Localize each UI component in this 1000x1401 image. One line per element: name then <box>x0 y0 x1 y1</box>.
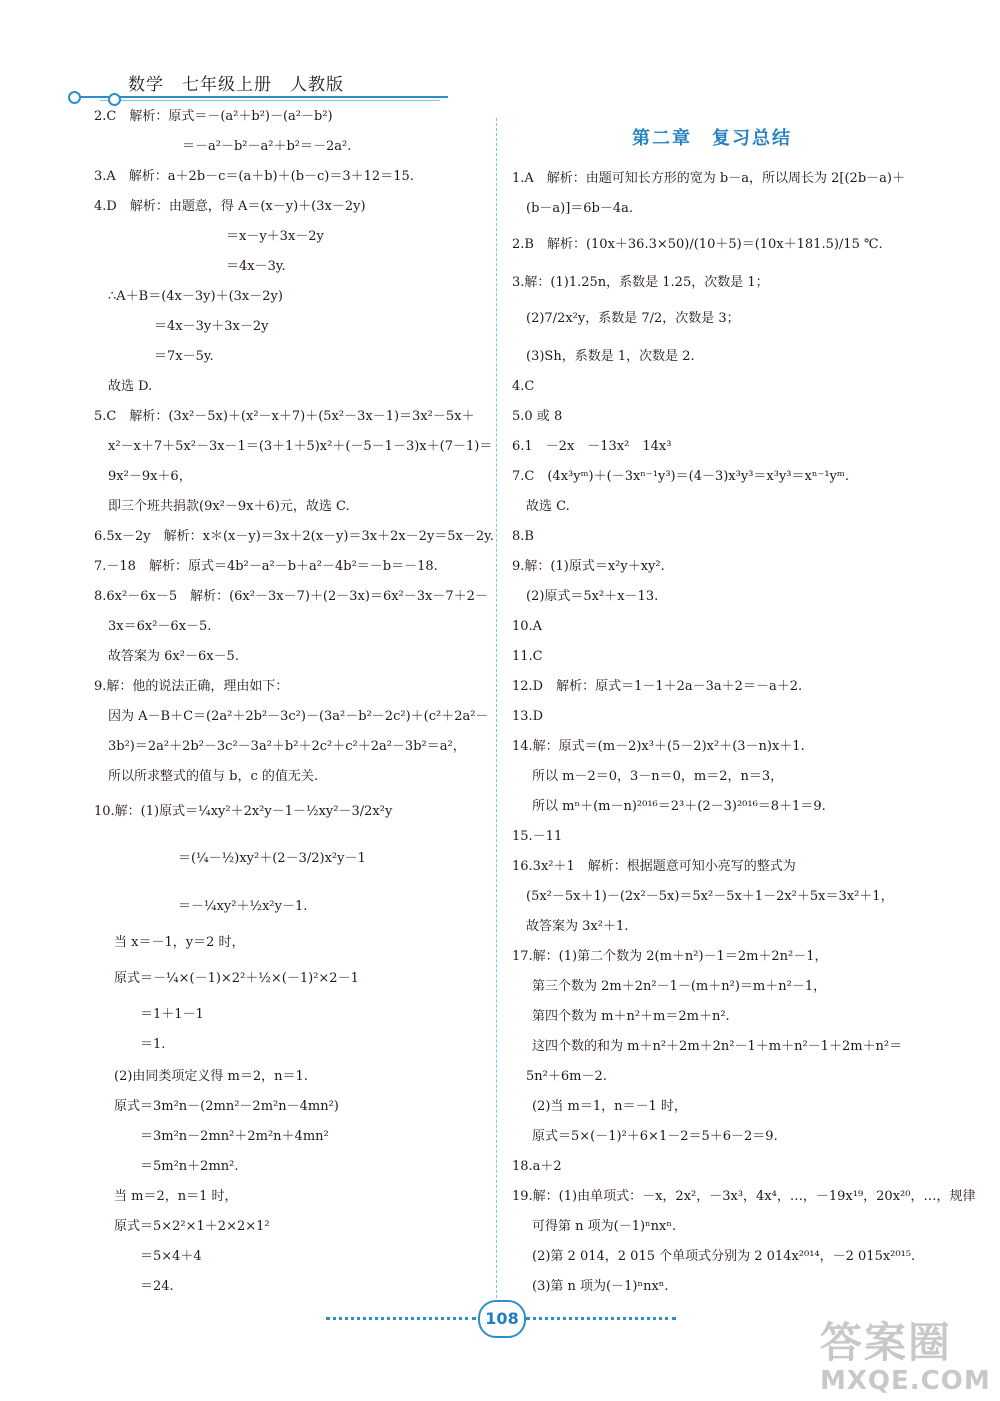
page-header-title: 数学 七年级上册 人教版 <box>128 75 344 95</box>
answer-line: (2)第 2 014，2 015 个单项式分别为 2 014x²⁰¹⁴，－2 015x²⁰¹⁵. <box>532 1249 916 1264</box>
answer-line: 故选 C. <box>526 499 570 514</box>
page-number-dots-left <box>326 1317 476 1320</box>
answer-line: 4.C <box>512 379 535 394</box>
answer-line: 3.A 解析：a＋2b－c＝(a＋b)＋(b－c)＝3＋12＝15. <box>94 169 414 184</box>
answer-line: 18.a＋2 <box>512 1159 562 1174</box>
answer-line: ＝1. <box>140 1037 166 1052</box>
answer-line: 3x＝6x²－6x－5. <box>108 619 212 634</box>
answer-line: 因为 A－B＋C＝(2a²＋2b²－3c²)－(3a²－b²－2c²)＋(c²＋2a²－ <box>108 709 489 724</box>
answer-line: 2.C 解析：原式＝－(a²＋b²)－(a²－b²) <box>94 109 333 124</box>
answer-line: 6.5x－2y 解析：x＊(x－y)＝3x＋2(x－y)＝3x＋2x－2y＝5x－2y. <box>94 529 494 544</box>
answer-line: 8.6x²－6x－5 解析：(6x²－3x－7)＋(2－3x)＝6x²－3x－7＋2－ <box>94 589 488 604</box>
answer-line: 7.－18 解析：原式＝4b²－a²－b＋a²－4b²＝－b＝－18. <box>94 559 438 574</box>
answer-line: 2.B 解析：(10x＋36.3×50)/(10＋5)＝(10x＋181.5)/15 ℃. <box>512 237 883 252</box>
answer-line: 所以 mⁿ＋(m－n)²⁰¹⁶＝2³＋(2－3)²⁰¹⁶＝8＋1＝9. <box>532 799 826 814</box>
answer-line: 即三个班共捐款(9x²－9x＋6)元，故选 C. <box>108 499 350 514</box>
header-rule <box>78 96 448 98</box>
answer-line: 10.解：(1)原式＝¼xy²＋2x²y－1－½xy²－3/2x²y <box>94 804 393 819</box>
watermark-url: MXQE.COM <box>820 1366 991 1396</box>
answer-line: 原式＝3m²n－(2mn²－2m²n－4mn²) <box>114 1099 339 1114</box>
answer-line: 17.解：(1)第二个数为 2(m＋n²)－1＝2m＋2n²－1， <box>512 949 828 964</box>
answer-line: ＝7x－5y. <box>154 349 214 364</box>
answer-line: ＝－a²－b²－a²＋b²＝－2a². <box>182 139 352 154</box>
answer-line: 这四个数的和为 m＋n²＋2m＋2n²－1＋m＋n²－1＋2m＋n²＝ <box>532 1039 903 1054</box>
answer-line: 4.D 解析：由题意，得 A＝(x－y)＋(3x－2y) <box>94 199 366 214</box>
answer-line: (2)原式＝5x²＋x－13. <box>526 589 659 604</box>
header-rule-thin <box>100 100 440 101</box>
answer-line: 15.－11 <box>512 829 563 844</box>
answer-line: 可得第 n 项为(－1)ⁿnxⁿ. <box>532 1219 677 1234</box>
answer-line: 14.解：原式＝(m－2)x³＋(5－2)x²＋(3－n)x＋1. <box>512 739 805 754</box>
answer-line: 5.C 解析：(3x²－5x)＋(x²－x＋7)＋(5x²－3x－1)＝3x²－5x＋ <box>94 409 475 424</box>
answer-line: ∴A＋B＝(4x－3y)＋(3x－2y) <box>108 289 283 304</box>
answer-line: 9.解：(1)原式＝x²y＋xy². <box>512 559 665 574</box>
page-number-dots-right <box>526 1317 676 1320</box>
answer-line: 原式＝5×(－1)²＋6×1－2＝5＋6－2＝9. <box>532 1129 778 1144</box>
answer-line: 12.D 解析：原式＝1－1＋2a－3a＋2＝－a＋2. <box>512 679 803 694</box>
answer-line: (2)当 m＝1，n＝－1 时， <box>532 1099 687 1114</box>
answer-line: 原式＝－¼×(－1)×2²＋½×(－1)²×2－1 <box>114 971 359 986</box>
answer-line: 13.D <box>512 709 544 724</box>
chapter-title: 第二章 复习总结 <box>632 128 792 149</box>
answer-line: 7.C (4x³yᵐ)＋(－3xⁿ⁻¹y³)＝(4－3)x³y³＝x³y³＝xⁿ⁻¹yᵐ. <box>512 469 849 484</box>
page-number: 108 <box>478 1300 526 1338</box>
answer-line: 8.B <box>512 529 534 544</box>
answer-line: ＝5×4＋4 <box>140 1249 202 1264</box>
answer-line: ＝4x－3y＋3x－2y <box>154 319 269 334</box>
answer-line: (3)Sh，系数是 1，次数是 2. <box>526 349 695 364</box>
answer-line: ＝3m²n－2mn²＋2m²n＋4mn² <box>140 1129 329 1144</box>
answer-line: 当 m＝2，n＝1 时， <box>114 1189 238 1204</box>
answer-line: 故答案为 6x²－6x－5. <box>108 649 239 664</box>
answer-line: (2)由同类项定义得 m＝2，n＝1. <box>114 1069 308 1084</box>
answer-line: (b－a)]＝6b－4a. <box>526 201 634 216</box>
answer-line: 16.3x²＋1 解析：根据题意可知小亮写的整式为 <box>512 859 796 874</box>
answer-line: 当 x＝－1，y＝2 时， <box>114 935 245 950</box>
answer-line: 故选 D. <box>108 379 153 394</box>
answer-line: (3)第 n 项为(－1)ⁿnxⁿ. <box>532 1279 669 1294</box>
answer-line: ＝4x－3y. <box>226 259 286 274</box>
answer-line: x²－x＋7＋5x²－3x－1＝(3＋1＋5)x²＋(－5－1－3)x＋(7－1)＝ <box>108 439 493 454</box>
answer-line: 第四个数为 m＋n²＋m＝2m＋n². <box>532 1009 730 1024</box>
answer-line: 6.1 －2x －13x² 14x³ <box>512 439 672 454</box>
answer-line: 5n²＋6m－2. <box>526 1069 607 1084</box>
answer-line: 所以所求整式的值与 b，c 的值无关. <box>108 769 318 784</box>
watermark-logo <box>820 1310 991 1396</box>
answer-line: (5x²－5x＋1)－(2x²－5x)＝5x²－5x＋1－2x²＋5x＝3x²＋1， <box>526 889 894 904</box>
answer-line: 10.A <box>512 619 543 634</box>
answer-line: (2)7/2x²y，系数是 7/2，次数是 3； <box>526 311 740 326</box>
header-dot-mid <box>108 93 121 106</box>
answer-line: 第三个数为 2m＋2n²－1－(m＋n²)＝m＋n²－1， <box>532 979 827 994</box>
answer-line: ＝(¼－½)xy²＋(2－3/2)x²y－1 <box>178 851 366 866</box>
answer-line: 3.解：(1)1.25n，系数是 1.25，次数是 1； <box>512 275 769 290</box>
answer-line: 3b²)＝2a²＋2b²－3c²－3a²＋b²＋2c²＋c²＋2a²－3b²＝a²， <box>108 739 466 754</box>
answer-line: 9.解：他的说法正确，理由如下： <box>94 679 289 694</box>
answer-line: ＝5m²n＋2mn². <box>140 1159 239 1174</box>
answer-line: ＝24. <box>140 1279 174 1294</box>
answer-line: 19.解：(1)由单项式：－x，2x²，－3x³，4x⁴，…，－19x¹⁹，20x²⁰，…，规律 <box>512 1189 976 1204</box>
column-divider <box>496 118 497 1308</box>
answer-line: ＝x－y＋3x－2y <box>226 229 324 244</box>
header-dot-left <box>68 91 81 104</box>
answer-line: 9x²－9x＋6， <box>108 469 192 484</box>
answer-line: 故答案为 3x²＋1. <box>526 919 629 934</box>
answer-line: ＝－¼xy²＋½x²y－1. <box>178 899 308 914</box>
answer-line: 11.C <box>512 649 543 664</box>
answer-line: 原式＝5×2²×1＋2×2×1² <box>114 1219 270 1234</box>
answer-line: ＝1＋1－1 <box>140 1007 204 1022</box>
answer-line: 所以 m－2＝0，3－n＝0，m＝2，n＝3， <box>532 769 784 784</box>
watermark-text: 答案圈 <box>820 1318 953 1367</box>
answer-line: 1.A 解析：由题可知长方形的宽为 b－a，所以周长为 2[(2b－a)＋ <box>512 171 905 186</box>
answer-line: 5.0 或 8 <box>512 409 563 424</box>
